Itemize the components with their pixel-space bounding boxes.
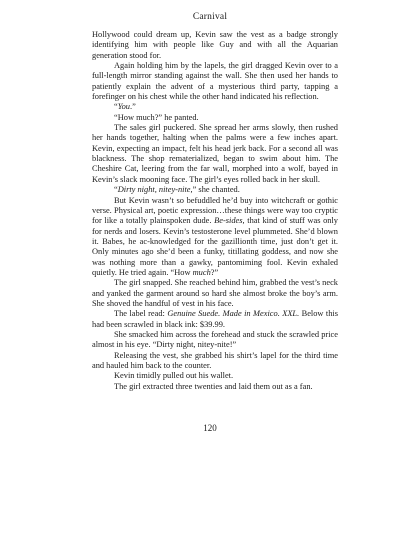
text-run: Again holding him by the lapels, the girl dragged Kevin over to a full-length mirror standing against the wall. She then used her hands to patiently explain the advent of a mysterious third party, tapping a forefinger on his chest while the other hand indicated his reflection. bbox=[92, 61, 338, 102]
paragraph bbox=[92, 196, 338, 279]
italic-text: much bbox=[192, 267, 211, 277]
italic-text: Dirty night, nitey-nite bbox=[117, 185, 191, 195]
text-run: “How much?” he panted. bbox=[114, 112, 199, 122]
text-run: .” bbox=[129, 102, 136, 112]
paragraph bbox=[92, 30, 338, 61]
paragraph bbox=[92, 278, 338, 309]
text-run: The label read: bbox=[114, 309, 168, 319]
italic-text: Be-sides bbox=[214, 216, 243, 226]
paragraph bbox=[92, 351, 338, 372]
text-run: The sales girl puckered. She spread her arms slowly, then rushed her hands together, halting when the palms were a few inches apart. Kevin, expecting an impact, felt his head jerk back. For a second all was blackness. The shop rematerialized, began to swim about him. The Cheshire Cat, leering from the far wall, morphed into a wolf, bayed in Kevin’s slack mooning face. The girl’s eyes rolled back in her skull. bbox=[92, 123, 338, 184]
text-run: “ bbox=[114, 185, 118, 195]
body-text bbox=[92, 30, 338, 392]
text-run: She smacked him across the forehead and stuck the scrawled price almost in his eye. “Dirty night, nitey-nite!” bbox=[92, 329, 338, 350]
text-run: Releasing the vest, she grabbed his shirt’s lapel for the third time and hauled him back to the counter. bbox=[92, 350, 338, 370]
text-run: ?” bbox=[210, 267, 219, 277]
text-run: The girl snapped. She reached behind him, grabbed the vest’s neck and yanked the garment around so hard she almost broke the boy’s arm. She shoved the handful of vest in his face. bbox=[92, 278, 338, 308]
paragraph bbox=[92, 113, 338, 123]
italic-text: You bbox=[117, 102, 130, 112]
paragraph bbox=[92, 123, 338, 185]
running-head: Carnival bbox=[192, 12, 228, 22]
paragraph bbox=[92, 330, 338, 351]
paragraph bbox=[92, 382, 338, 392]
paragraph bbox=[92, 371, 338, 381]
italic-text: Genuine Suede. Made in Mexico. XXL. bbox=[167, 309, 300, 319]
page-number: 120 bbox=[203, 423, 217, 433]
paragraph bbox=[92, 309, 338, 330]
text-run: Below this had been scrawled in black ink: $39.99. bbox=[92, 309, 338, 329]
text-run: Kevin timidly pulled out his wallet. bbox=[114, 371, 234, 381]
text-run: “ bbox=[114, 102, 118, 112]
text-run: But Kevin wasn’t so befuddled he’d buy into witchcraft or gothic verse. Physical art, poetic expression…these things were way too cryptic for like a totally plainspoken dude. bbox=[92, 195, 338, 226]
text-run: Hollywood could dream up, Kevin saw the vest as a badge strongly identifying him with people like Guy and with all the Aquarian generation stood for. bbox=[92, 30, 338, 60]
paragraph bbox=[92, 61, 338, 102]
paragraph bbox=[92, 185, 338, 195]
text-run: The girl extracted three twenties and laid them out as a fan. bbox=[114, 381, 313, 391]
text-run: ,” she chanted. bbox=[190, 185, 240, 195]
paragraph bbox=[92, 102, 338, 112]
text-run: , that kind of stuff was only for nerds and losers. Kevin’s testosterone level plummeted. She’d blown it. Babes, he ac-knowledged for the gazillionth time, just don’t get it. Only minutes ago she’d been a funky, titillating goddess, and now she was nothing more than a gawky, pantomiming fool. Kevin exhaled quietly. He tried again. “How bbox=[92, 216, 338, 277]
